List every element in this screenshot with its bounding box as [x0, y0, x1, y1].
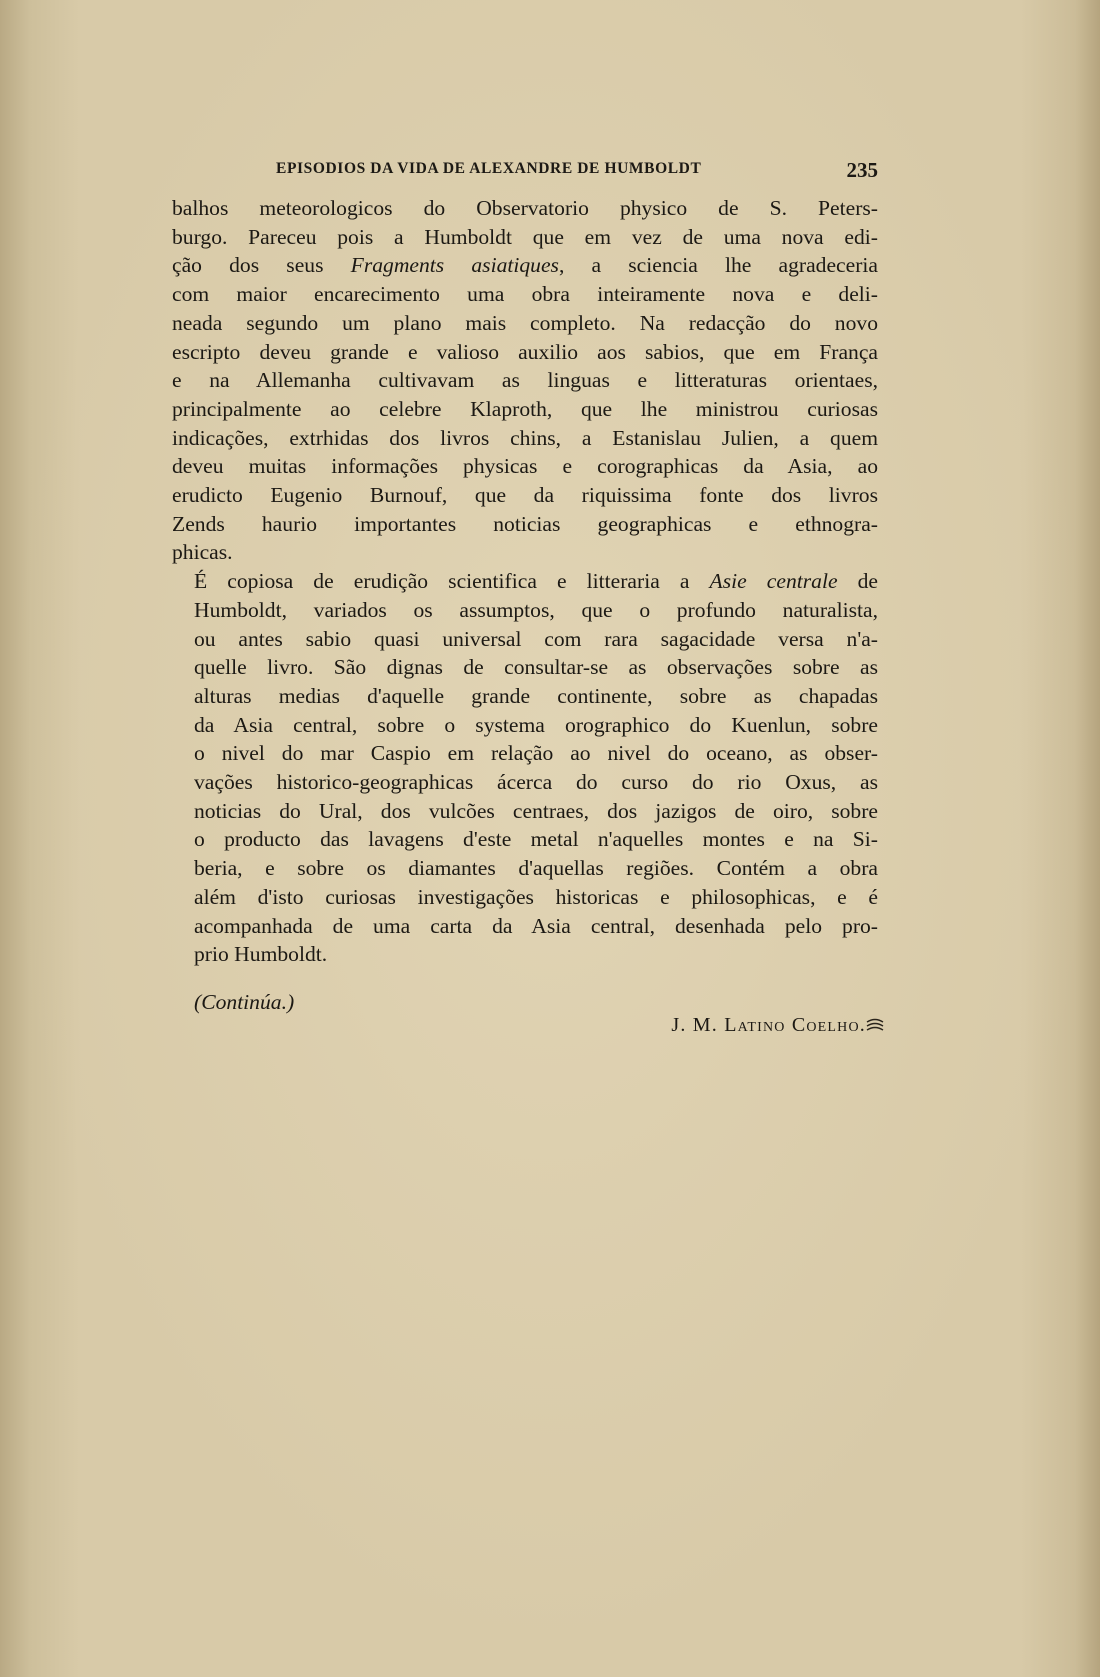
text-line: phicas. — [172, 540, 233, 565]
text-line: escripto deveu grande e valioso auxilio aos sabios, que em França — [172, 339, 878, 364]
paragraph-1 — [172, 194, 878, 567]
text-line: principalmente ao celebre Klaproth, que lhe ministrou curiosas — [172, 396, 878, 421]
text-line: além d'isto curiosas investigações historicas e philosophicas, e é — [194, 884, 878, 909]
text-segment: , a sciencia lhe agradeceria — [558, 253, 878, 278]
text-segment: É copiosa de erudição scientifica e litteraria a — [194, 569, 710, 594]
continua-note: (Continúa.) — [194, 990, 295, 1014]
text-line: e na Allemanha cultivavam as linguas e litteraturas orientaes, — [172, 368, 878, 393]
text-line: da Asia central, sobre o systema orographico do Kuenlun, sobre — [194, 712, 878, 737]
author-signature — [671, 1014, 866, 1037]
text-line: vações historico-geographicas ácerca do curso do rio Oxus, as — [194, 770, 878, 795]
text-line: noticias do Ural, dos vulcões centraes, dos jazigos de oiro, sobre — [194, 798, 878, 823]
page-number: 235 — [846, 158, 878, 182]
text-line: acompanhada de uma carta da Asia central, desenhada pelo pro- — [194, 913, 878, 938]
text-segment: ção dos seus — [172, 253, 351, 278]
ornament-icon — [864, 1014, 886, 1036]
text-line: deveu muitas informações physicas e corographicas da Asia, ao — [172, 454, 878, 479]
text-line: indicações, extrhidas dos livros chins, a Estanislau Julien, a quem — [172, 425, 878, 450]
text-line: beria, e sobre os diamantes d'aquellas regiões. Contém a obra — [194, 856, 878, 881]
text-line: erudicto Eugenio Burnouf, que da riquissima fonte dos livros — [172, 483, 878, 508]
body-text — [172, 194, 878, 969]
text-line: quelle livro. São dignas de consultar-se as observações sobre as — [194, 655, 878, 680]
text-line: o nivel do mar Caspio em relação ao nivel do oceano, as obser- — [194, 741, 878, 766]
text-line: alturas medias d'aquelle grande continente, sobre as chapadas — [194, 683, 878, 708]
signature-name: Latino Coelho. — [724, 1014, 866, 1036]
text-line: prio Humboldt. — [194, 942, 328, 967]
text-line: o producto das lavagens d'este metal n'aquelles montes e na Si- — [194, 827, 878, 852]
text-line: Zends haurio importantes noticias geographicas e ethnogra- — [172, 511, 878, 536]
signature-initials: J. M. — [671, 1014, 718, 1036]
text-line: burgo. Pareceu pois a Humboldt que em vez de uma nova edi- — [172, 224, 878, 249]
text-line: neada segundo um plano mais completo. Na redacção do novo — [172, 310, 878, 335]
book-title-asie-centrale: Asie centrale — [709, 569, 838, 594]
text-segment: de — [837, 569, 879, 594]
book-title-fragments-asiatiques: Fragments asiatiques — [350, 253, 559, 278]
text-line — [172, 251, 878, 280]
text-line: balhos meteorologicos do Observatorio physico de S. Peters- — [172, 196, 878, 220]
running-title: EPISODIOS DA VIDA DE ALEXANDRE DE HUMBOLDT — [276, 160, 702, 177]
text-line: Humboldt, variados os assumptos, que o profundo naturalista, — [194, 597, 878, 622]
text-line: com maior encarecimento uma obra inteiramente nova e deli- — [172, 282, 878, 307]
paragraph-2 — [172, 567, 878, 969]
text-line: ou antes sabio quasi universal com rara sagacidade versa n'a- — [194, 626, 878, 651]
article-footer — [172, 990, 878, 1050]
text-line — [172, 567, 878, 596]
running-head — [172, 158, 878, 184]
